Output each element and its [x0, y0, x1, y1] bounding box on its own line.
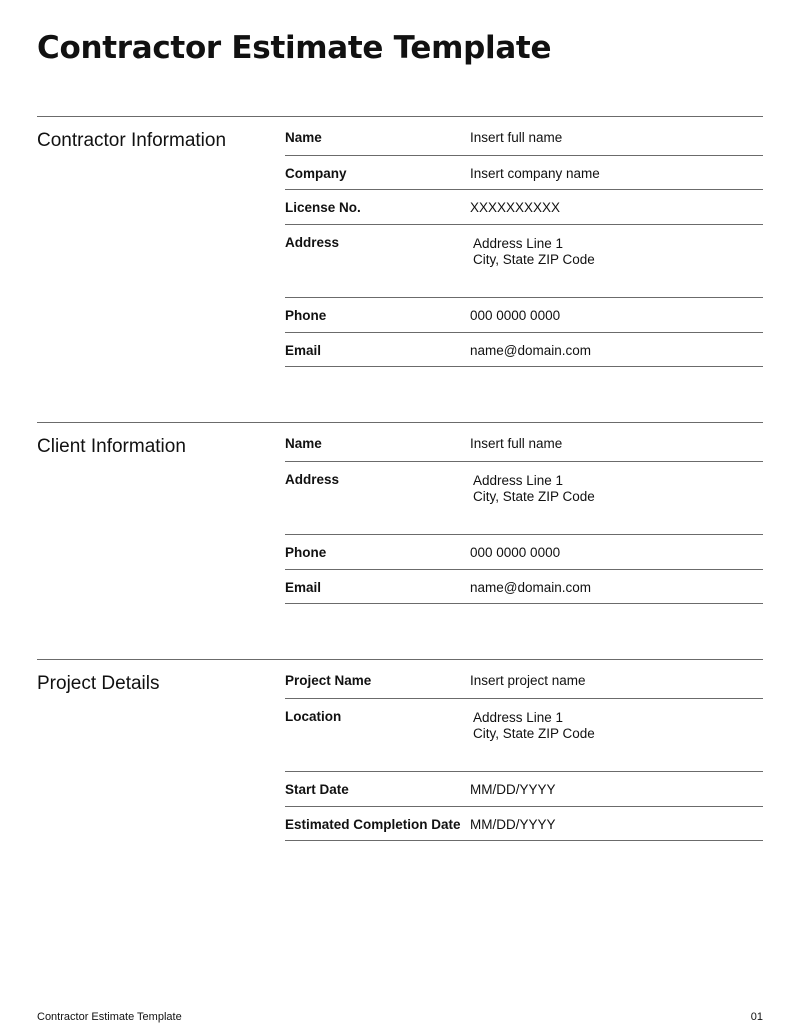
contractor-address-line2: City, State ZIP Code: [473, 251, 595, 267]
contractor-name-field[interactable]: Insert full name: [470, 130, 563, 145]
client-phone-row: [285, 535, 763, 570]
project-completion-field[interactable]: MM/DD/YYYY: [470, 816, 556, 832]
contractor-name-row: [285, 117, 763, 156]
client-address-line1: Address Line 1: [473, 472, 564, 488]
project-location-line2: City, State ZIP Code: [473, 725, 595, 741]
client-address-label: Address: [285, 471, 340, 487]
project-location-line1: Address Line 1: [473, 709, 564, 725]
client-name-field[interactable]: Insert full name: [470, 436, 563, 451]
client-email-field[interactable]: name@domain.com: [470, 579, 592, 595]
project-completion-row: [285, 807, 763, 842]
contractor-email-label: Email: [285, 342, 322, 358]
contractor-company-row: [285, 156, 763, 191]
project-name-field[interactable]: Insert project name: [470, 673, 586, 688]
client-address-row: [285, 462, 763, 536]
client-email-row: [285, 570, 763, 605]
contractor-address-label: Address: [285, 234, 340, 250]
footer-title: Contractor Estimate Template: [37, 1011, 182, 1023]
client-address-line2: City, State ZIP Code: [473, 488, 595, 504]
client-section-title: Client Information: [37, 436, 186, 457]
contractor-company-field[interactable]: Insert company name: [470, 165, 600, 181]
client-name-row: [285, 423, 763, 462]
contractor-section: [37, 116, 763, 358]
client-address-field[interactable]: [473, 473, 595, 505]
contractor-fields: [285, 117, 763, 367]
client-phone-field[interactable]: 000 0000 0000: [470, 545, 561, 560]
contractor-email-row: [285, 333, 763, 368]
client-name-label: Name: [285, 436, 322, 451]
contractor-address-row: [285, 225, 763, 299]
client-email-label: Email: [285, 579, 322, 595]
contractor-phone-row: [285, 298, 763, 333]
project-location-label: Location: [285, 708, 342, 724]
project-location-row: [285, 699, 763, 773]
contractor-section-title: Contractor Information: [37, 130, 227, 151]
contractor-phone-label: Phone: [285, 308, 327, 323]
project-start-label: Start Date: [285, 782, 349, 797]
page-number: 01: [750, 1011, 763, 1023]
project-name-label: Project Name: [285, 673, 372, 688]
contractor-license-row: [285, 190, 763, 225]
project-start-row: [285, 772, 763, 807]
project-completion-label: Estimated Completion Date: [285, 816, 461, 832]
contractor-license-label: License No.: [285, 200, 361, 215]
client-section: [37, 422, 763, 595]
contractor-company-label: Company: [285, 165, 347, 181]
contractor-phone-field[interactable]: 000 0000 0000: [470, 308, 561, 323]
project-fields: [285, 660, 763, 841]
client-phone-label: Phone: [285, 545, 327, 560]
project-section-title: Project Details: [37, 673, 160, 694]
page-title: Contractor Estimate Template: [37, 30, 552, 66]
contractor-address-line1: Address Line 1: [473, 235, 564, 251]
contractor-address-field[interactable]: [473, 236, 595, 268]
project-name-row: [285, 660, 763, 699]
client-fields: [285, 423, 763, 604]
project-start-field[interactable]: MM/DD/YYYY: [470, 782, 556, 797]
project-section: [37, 659, 763, 832]
project-location-field[interactable]: [473, 710, 595, 742]
contractor-name-label: Name: [285, 130, 322, 145]
contractor-email-field[interactable]: name@domain.com: [470, 342, 592, 358]
contractor-license-field[interactable]: XXXXXXXXXX: [470, 200, 561, 215]
